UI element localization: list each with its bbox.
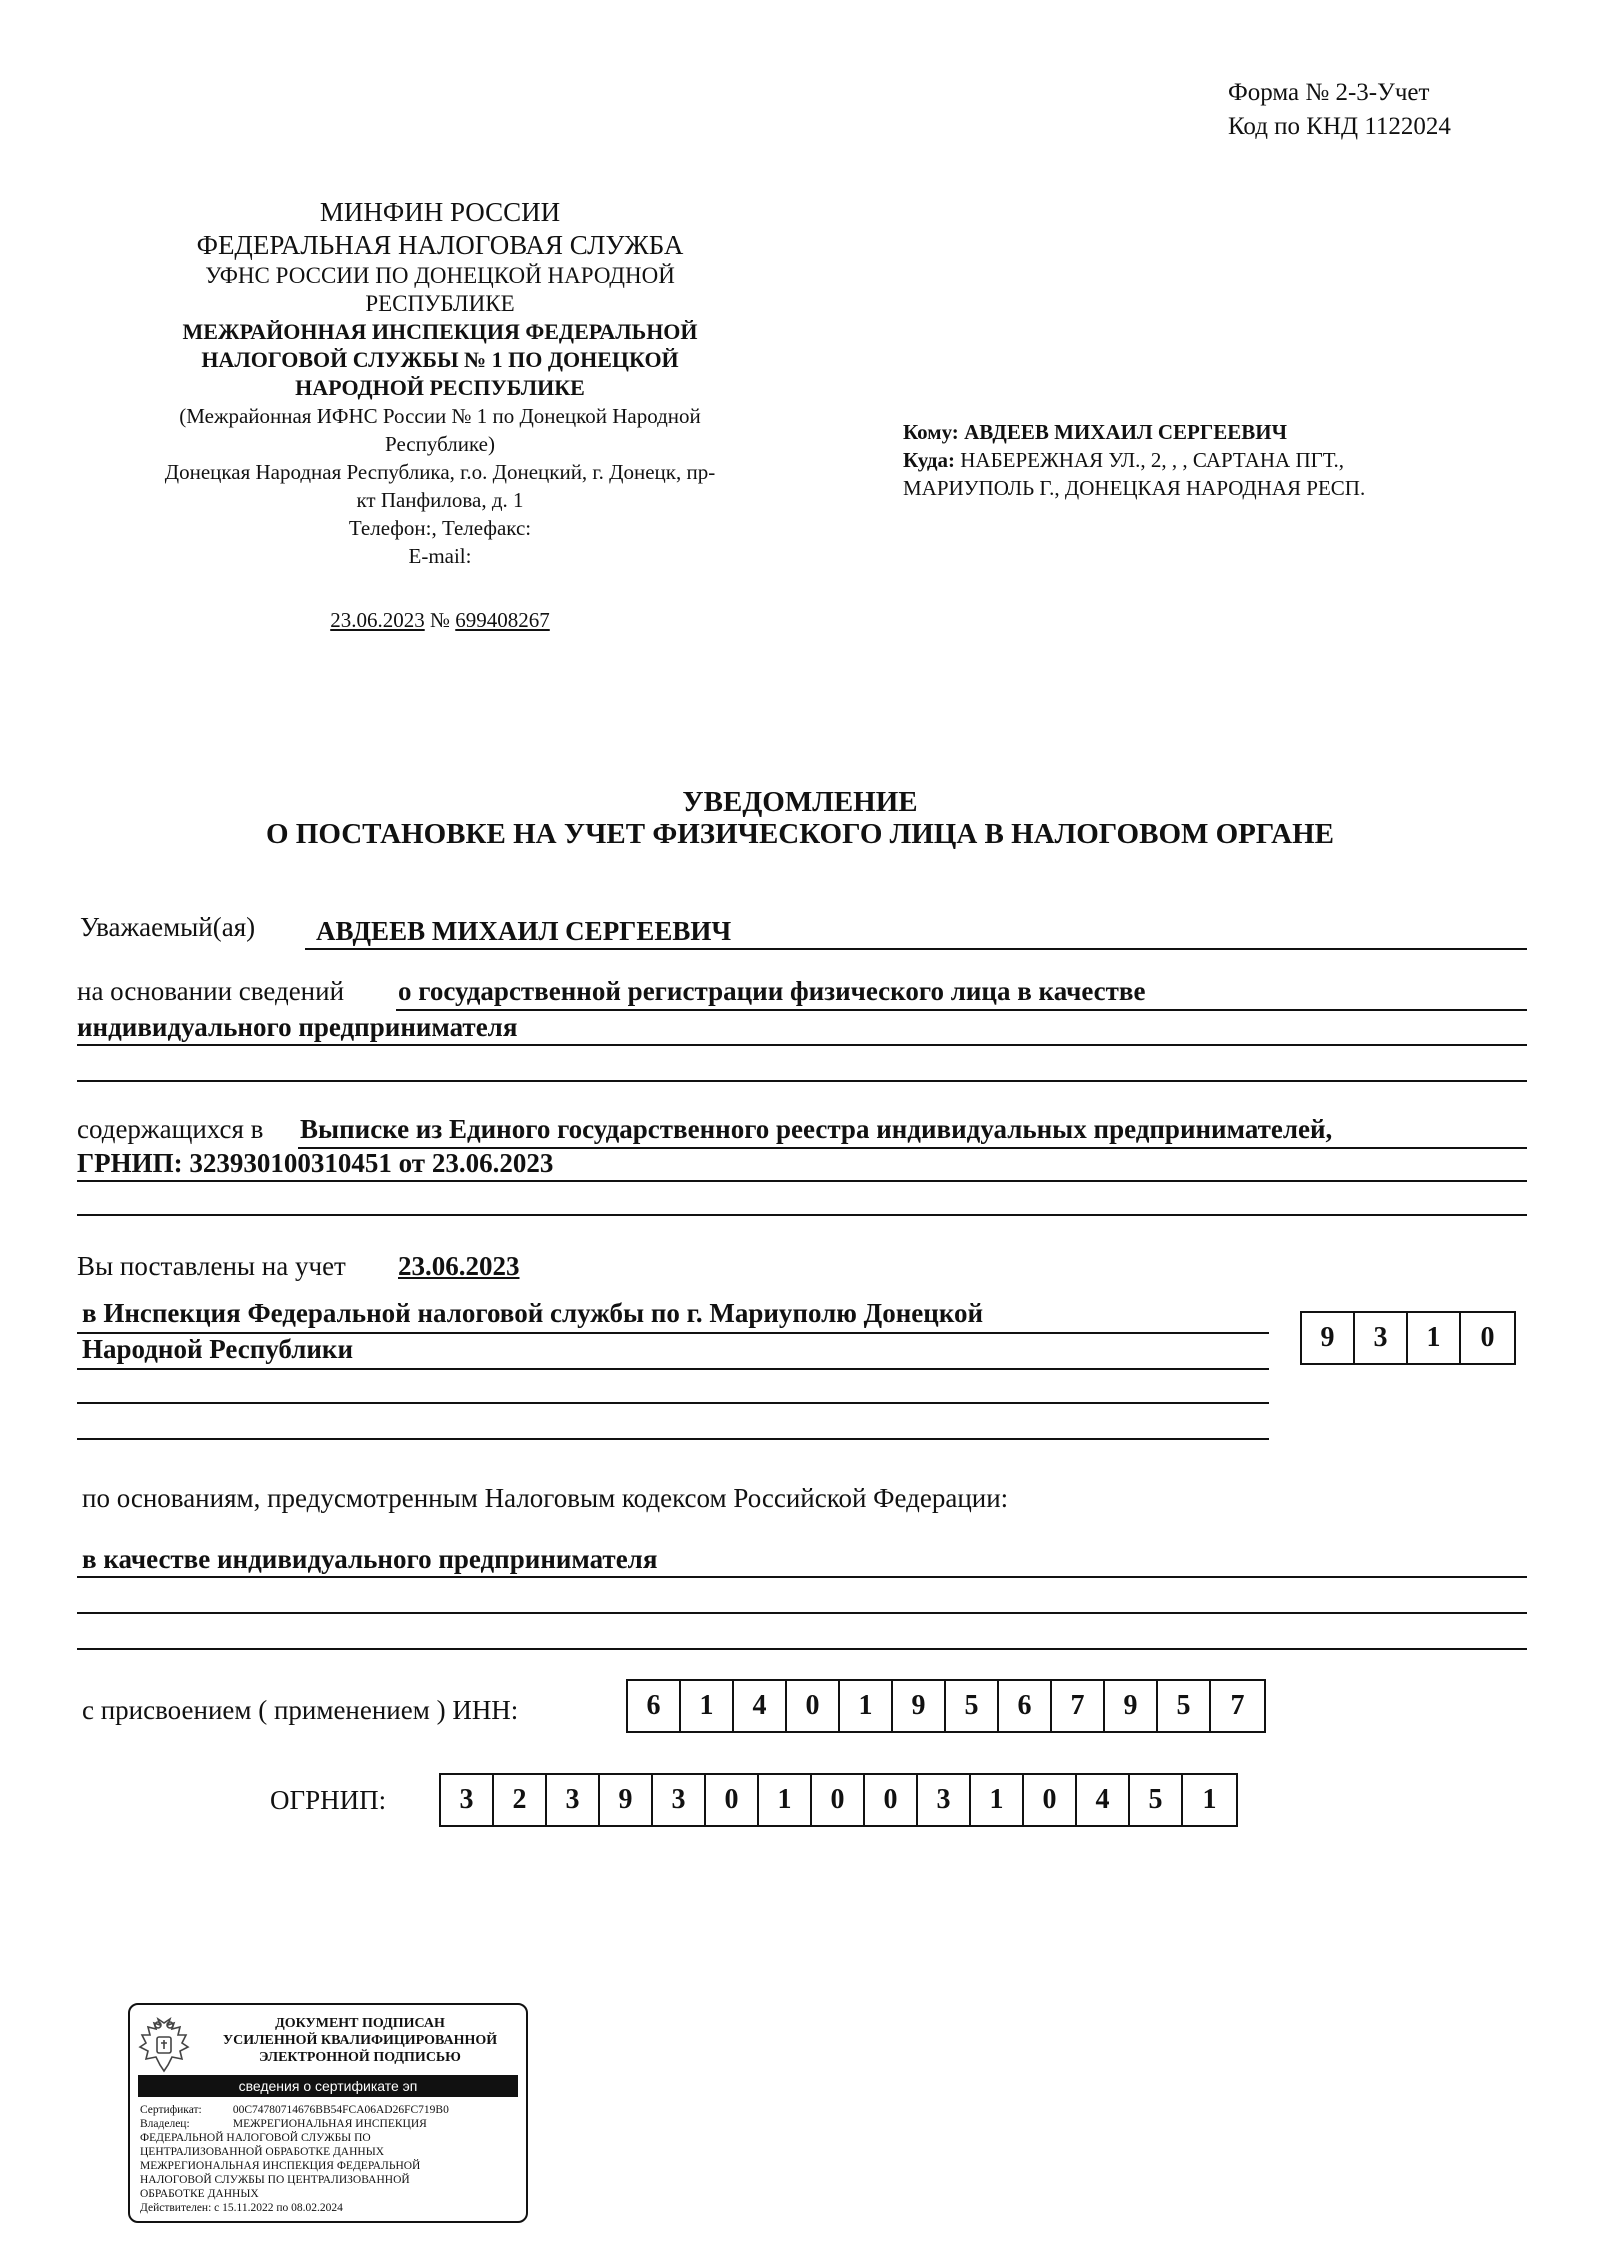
stamp-heading [200,2015,520,2066]
form-number: Форма № 2-3-Учет [1228,79,1430,106]
inn-digit: 9 [893,1681,946,1731]
stamp-certificate-bar: сведения о сертификате эп [138,2075,518,2097]
contained-value-2: ГРНИП: 323930100310451 от 23.06.2023 [77,1148,554,1178]
inn-digit: 0 [787,1681,840,1731]
grounds-underline-1 [77,1576,1527,1578]
ogrnip-digit: 3 [441,1775,494,1825]
recipient-where-line [903,446,1365,474]
sender-block [130,196,750,634]
grounds-label: по основаниям, предусмотренным Налоговым кодексом Российской Федерации: [82,1483,1009,1513]
email-line: E-mail: [408,544,472,568]
contained-underline-2 [77,1180,1527,1182]
recipient-where-value-1: НАБЕРЕЖНАЯ УЛ., 2, , , САРТАНА ПГТ., [960,448,1344,472]
stamp-owner-value-4: МЕЖРЕГИОНАЛЬНАЯ ИНСПЕКЦИЯ ФЕДЕРАЛЬНОЙ [140,2160,421,2172]
stamp-heading-line-2: УСИЛЕННОЙ КВАЛИФИЦИРОВАННОЙ [222,2033,498,2048]
stamp-owner-row [140,2117,520,2131]
stamp-certificate-info [140,2103,520,2215]
authority-underline-4 [77,1438,1269,1440]
address-line-1: Донецкая Народная Республика, г.о. Донецкий, г. Донецк, пр- [164,460,716,484]
authority-code-digit: 9 [1302,1313,1355,1363]
stamp-owner-value-1: МЕЖРЕГИОНАЛЬНАЯ ИНСПЕКЦИЯ [232,2118,427,2130]
document-number: 699408267 [455,608,550,632]
stamp-cert-row [140,2103,520,2117]
basis-value-1: о государственной регистрации физического лица в качестве [398,976,1146,1006]
grounds-underline-3 [77,1648,1527,1650]
phone-line: Телефон:, Телефакс: [348,516,532,540]
stamp-owner-label: Владелец: [140,2118,190,2130]
stamp-cert-label: Сертификат: [140,2104,202,2116]
registered-label: Вы поставлены на учет [77,1251,346,1281]
ogrnip-digit: 2 [494,1775,547,1825]
document-date: 23.06.2023 [330,608,425,632]
contained-value-1: Выписке из Единого государственного реестра индивидуальных предпринимателей, [300,1114,1333,1144]
contained-underline-3 [77,1214,1527,1216]
stamp-valid-label: Действителен: [140,2202,212,2214]
ogrnip-digit: 0 [865,1775,918,1825]
basis-underline-1 [396,1009,1527,1011]
stamp-heading-line-3: ЭЛЕКТРОННОЙ ПОДПИСЬЮ [259,2050,461,2065]
ogrnip-digit: 0 [706,1775,759,1825]
inn-digit: 6 [628,1681,681,1731]
recipient-where-value-2: МАРИУПОЛЬ Г., ДОНЕЦКАЯ НАРОДНАЯ РЕСП. [903,476,1366,500]
inn-boxes [626,1679,1266,1733]
stamp-cert-value: 00C74780714676BB54FCA06AD26FC719B0 [232,2104,449,2116]
basis-underline-2 [77,1044,1527,1046]
ogrnip-digit: 0 [1024,1775,1077,1825]
regional-office-line-1: УФНС РОССИИ ПО ДОНЕЦКОЙ НАРОДНОЙ [205,263,675,288]
stamp-owner-value-2: ФЕДЕРАЛЬНОЙ НАЛОГОВОЙ СЛУЖБЫ ПО [140,2132,371,2144]
document-title [0,786,1600,850]
greeting-underline [305,948,1527,950]
regional-office-line-2: РЕСПУБЛИКЕ [365,291,515,316]
authority-line-2: Народной Республики [82,1334,354,1364]
ogrnip-digit: 0 [812,1775,865,1825]
signature-stamp [128,2003,528,2223]
contained-label: содержащихся в [77,1114,264,1144]
ogrnip-digit: 9 [600,1775,653,1825]
stamp-owner-value-6: ОБРАБОТКЕ ДАННЫХ [140,2188,259,2200]
inn-digit: 7 [1052,1681,1105,1731]
inn-digit: 5 [946,1681,999,1731]
stamp-valid-value: с 15.11.2022 по 08.02.2024 [214,2202,343,2214]
ogrnip-boxes [439,1773,1238,1827]
document-date-number [130,606,750,634]
greeting-label: Уважаемый(ая) [80,912,256,942]
inn-label: с присвоением ( применением ) ИНН: [82,1695,519,1725]
ogrnip-digit: 4 [1077,1775,1130,1825]
inn-digit: 1 [840,1681,893,1731]
authority-underline-3 [77,1402,1269,1404]
inn-digit: 4 [734,1681,787,1731]
form-code-block [1228,76,1451,144]
inspection-line-3: НАРОДНОЙ РЕСПУБЛИКЕ [295,375,585,400]
service-name: ФЕДЕРАЛЬНАЯ НАЛОГОВАЯ СЛУЖБА [196,230,684,260]
short-name-line-1: (Межрайонная ИФНС России № 1 по Донецкой Народной [179,404,701,428]
inn-digit: 9 [1105,1681,1158,1731]
knd-code: Код по КНД 1122024 [1228,113,1451,140]
coat-of-arms-icon [136,2015,192,2075]
recipient-to-value: АВДЕЕВ МИХАИЛ СЕРГЕЕВИЧ [964,420,1287,444]
recipient-block [903,418,1365,502]
stamp-heading-line-1: ДОКУМЕНТ ПОДПИСАН [275,2016,445,2031]
stamp-owner-value-5: НАЛОГОВОЙ СЛУЖБЫ ПО ЦЕНТРАЛИЗОВАННОЙ [140,2174,410,2186]
authority-underline-2 [77,1368,1269,1370]
inn-digit: 6 [999,1681,1052,1731]
recipient-to-line [903,418,1365,446]
recipient-where-label: Куда: [903,448,955,472]
grounds-underline-2 [77,1612,1527,1614]
greeting-name: АВДЕЕВ МИХАИЛ СЕРГЕЕВИЧ [316,916,732,946]
authority-code-digit: 0 [1480,1322,1495,1353]
authority-code-digit: 1 [1408,1313,1461,1363]
registered-date: 23.06.2023 [398,1251,520,1281]
inspection-line-2: НАЛОГОВОЙ СЛУЖБЫ № 1 ПО ДОНЕЦКОЙ [201,347,679,372]
ogrnip-digit: 1 [1202,1784,1217,1815]
address-line-2: кт Панфилова, д. 1 [356,488,524,512]
inn-digit: 7 [1230,1690,1245,1721]
inspection-line-1: МЕЖРАЙОННАЯ ИНСПЕКЦИЯ ФЕДЕРАЛЬНОЙ [182,319,698,344]
recipient-to-label: Кому: [903,420,959,444]
authority-code-digit: 3 [1355,1313,1408,1363]
ogrnip-digit: 1 [759,1775,812,1825]
basis-value-2: индивидуального предпринимателя [77,1012,518,1042]
ogrnip-digit: 3 [547,1775,600,1825]
ministry-name: МИНФИН РОССИИ [319,197,561,227]
grounds-value: в качестве индивидуального предпринимателя [82,1544,658,1574]
short-name-line-2: Республике) [385,432,495,456]
basis-label: на основании сведений [77,976,345,1006]
authority-line-1: в Инспекция Федеральной налоговой службы по г. Мариуполю Донецкой [82,1298,984,1328]
ogrnip-digit: 5 [1130,1775,1183,1825]
document-number-sign: № [429,608,451,632]
title-line-1: УВЕДОМЛЕНИЕ [682,786,918,818]
ogrnip-digit: 3 [918,1775,971,1825]
title-line-2: О ПОСТАНОВКЕ НА УЧЕТ ФИЗИЧЕСКОГО ЛИЦА В НАЛОГОВОМ ОРГАНЕ [265,818,1335,850]
ogrnip-digit: 1 [971,1775,1024,1825]
ogrnip-label: ОГРНИП: [270,1785,387,1815]
inn-digit: 5 [1158,1681,1211,1731]
authority-code-boxes [1300,1311,1516,1365]
stamp-valid-row [140,2201,520,2215]
stamp-owner-value-3: ЦЕНТРАЛИЗОВАННОЙ ОБРАБОТКЕ ДАННЫХ [140,2146,385,2158]
inn-digit: 1 [681,1681,734,1731]
basis-underline-3 [77,1080,1527,1082]
ogrnip-digit: 3 [653,1775,706,1825]
